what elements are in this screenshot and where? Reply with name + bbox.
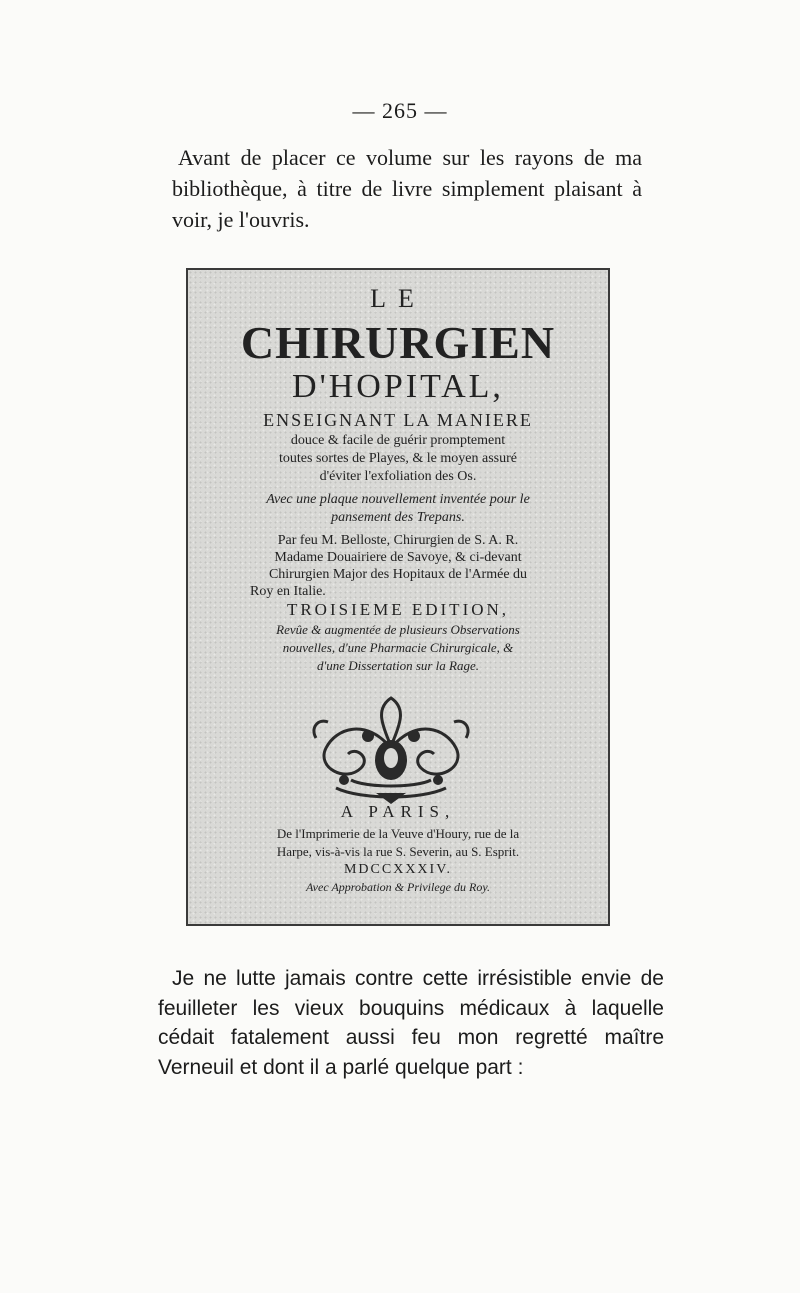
author-line-4: Roy en Italie.	[250, 584, 326, 599]
paragraph-bottom: Je ne lutte jamais contre cette irrésistible envie de feuilleter les vieux bouquins médicaux à laquelle cédait fatalement aussi feu mon regretté maître Verneuil et dont il a parlé quelque part :	[158, 967, 664, 1079]
paragraph-top: Avant de placer ce volume sur les rayons de ma bibliothèque, à titre de livre simplement plaisant à voir, je l'ouvris.	[172, 145, 642, 232]
privilege-line: Avec Approbation & Privilege du Roy.	[306, 880, 490, 894]
title-line-3: d'éviter l'exfoliation des Os.	[319, 469, 477, 484]
imprint-date: MDCCXXXIV.	[343, 862, 453, 877]
title-italic-2: pansement des Trepans.	[331, 510, 465, 525]
title-enseignant: ENSEIGNANT LA MANIERE	[263, 410, 533, 430]
title-page-plate	[186, 268, 610, 926]
title-hopital: D'HOPITAL,	[292, 368, 504, 405]
revue-line-1: Revûe & augmentée de plusieurs Observations	[276, 622, 520, 637]
title-chirurgien: CHIRURGIEN	[240, 317, 556, 368]
revue-line-2: nouvelles, d'une Pharmacie Chirurgicale, &	[282, 640, 514, 655]
edition-line: TROISIEME EDITION,	[286, 600, 510, 619]
imprint-line-1: De l'Imprimerie de la Veuve d'Houry, rue de la	[276, 826, 520, 841]
title-line-2: toutes sortes de Playes, & le moyen assuré	[279, 451, 517, 466]
author-line-1: Par feu M. Belloste, Chirurgien de S. A. R.	[277, 533, 519, 548]
imprint-line-2: Harpe, vis-à-vis la rue S. Severin, au S. Esprit.	[276, 844, 520, 859]
author-line-3: Chirurgien Major des Hopitaux de l'Armée du	[268, 567, 528, 582]
title-le: LE	[370, 284, 426, 313]
revue-line-3: d'une Dissertation sur la Rage.	[316, 658, 480, 673]
printer-ornament-icon	[306, 688, 476, 806]
title-line-1: douce & facile de guérir promptement	[290, 433, 506, 448]
title-italic-1: Avec une plaque nouvellement inventée pour le	[266, 492, 530, 507]
page-number: — 265 —	[352, 98, 448, 123]
imprint-city: A PARIS,	[340, 802, 456, 821]
author-line-2: Madame Douairiere de Savoye, & ci-devant	[274, 550, 522, 565]
